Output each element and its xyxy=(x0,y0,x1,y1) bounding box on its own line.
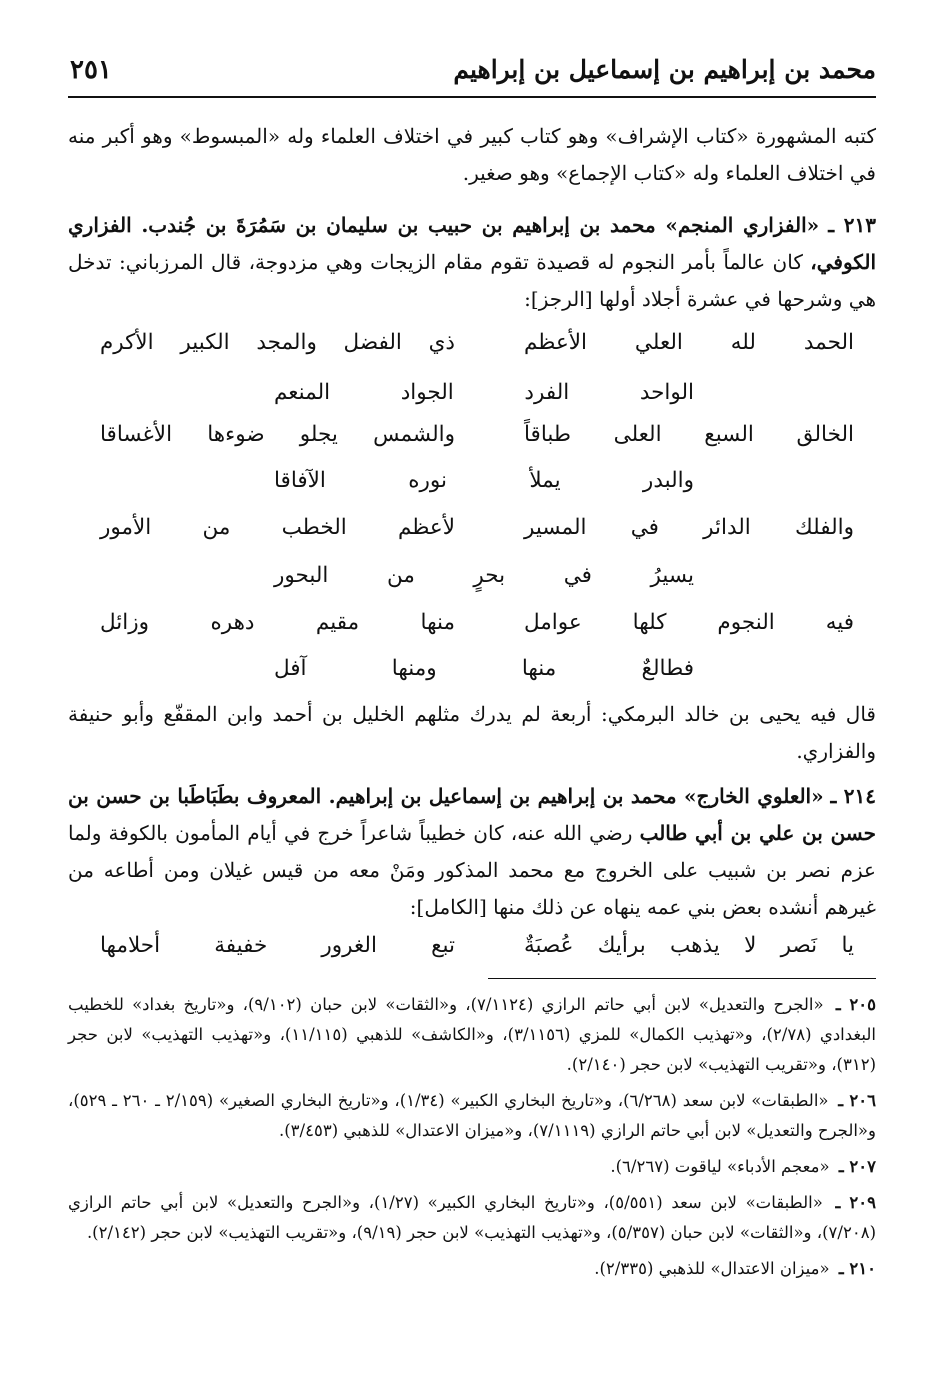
poem-line-1-first-hemistich: الحمد لله العلي الأعظم xyxy=(524,330,854,355)
entry-213-text: كان عالماً بأمر النجوم له قصيدة تقوم مقام الزيجات وهي مزدوجة، قال المرزباني: تدخل هي وشرحها في عشرة أجلاد أولها [الرجز]: xyxy=(68,250,876,311)
footnote-text: «الجرح والتعديل» لابن أبي حاتم الرازي (٧/١١٢٤)، و«الثقات» لابن حبان (٩/١٠٢)، و«تاريخ بغداد» للخطيب البغدادي (٢/٧٨)، و«تهذيب الكمال» للمزي (٣/١١٥٦)، و«الكاشف» للذهبي (١١/١١٥)، و«تهذيب التهذيب» لابن حجر (٣١٢)، و«تقريب التهذيب» لابن حجر (٢/١٤٠). xyxy=(68,995,876,1074)
after-poem-paragraph xyxy=(68,696,876,770)
footnote xyxy=(68,990,876,1080)
poem-214-first-hemistich: يا نَصر لا يذهب برأيك عُصبَةٌ xyxy=(524,933,854,958)
poem-line-7-second-hemistich: منها مقيم دهره وزائل xyxy=(100,610,455,635)
header-divider xyxy=(68,96,876,98)
intro-text: كتبه المشهورة «كتاب الإشراف» وهو كتاب كبير في اختلاف العلماء وله «المبسوط» وهو أكبر منه في اختلاف العلماء وله «كتاب الإجماع» وهو صغير. xyxy=(68,124,876,185)
footnote xyxy=(68,1152,876,1182)
entry-214-number: ٢١٤ ـ xyxy=(830,784,877,808)
poem-line-5 xyxy=(100,507,854,557)
poem-214-line xyxy=(100,925,854,975)
footnote-number: ٢٠٦ ـ xyxy=(838,1091,876,1110)
footnote xyxy=(68,1188,876,1248)
poem-line-7-first-hemistich: فيه النجوم كلها عوامل xyxy=(524,610,854,635)
entry-213-number: ٢١٣ ـ xyxy=(828,213,877,237)
poem-line-3-second-hemistich: والشمس يجلو ضوءها الأغساقا xyxy=(100,422,455,447)
poem-line-6 xyxy=(100,555,854,605)
poem-line-4 xyxy=(100,460,854,510)
footnote xyxy=(68,1254,876,1284)
footnote-text: «الطبقات» لابن سعد (٦/٢٦٨)، و«تاريخ البخاري الكبير» (١/٣٤)، و«تاريخ البخاري الصغير» (٢/١٥٩ ـ ٢٦٠ ـ ٥٢٩)، و«الجرح والتعديل» لابن أبي حاتم الرازي (٧/١١١٩)، و«ميزان الاعتدال» للذهبي (٣/٤٥٣). xyxy=(68,1091,876,1140)
after-poem-text: قال فيه يحيى بن خالد البرمكي: أربعة لم يدرك مثلهم الخليل بن أحمد وابن المقفّع وأبو حنيفة والفزاري. xyxy=(68,702,876,763)
footnotes xyxy=(68,990,876,1290)
running-title: محمد بن إبراهيم بن إسماعيل بن إبراهيم xyxy=(453,55,876,84)
poem-line-7 xyxy=(100,602,854,652)
footnote-number: ٢٠٩ ـ xyxy=(835,1193,877,1212)
entry-214-heading: «العلوي الخارج» محمد بن إبراهيم بن إسماعيل بن إبراهيم. المعروف بطَبَاطَبا بن حسن بن حسن بن علي بن أبي طالب xyxy=(68,784,877,845)
intro-paragraph xyxy=(68,118,876,192)
footnote-number: ٢١٠ ـ xyxy=(838,1259,876,1278)
poem-line-6-text: يسيرُ في بحرٍ من البحور xyxy=(274,563,694,588)
page-header xyxy=(68,45,876,89)
poem-line-1-second-hemistich: ذي الفضل والمجد الكبير الأكرم xyxy=(100,330,455,355)
footnote-divider xyxy=(488,978,876,979)
poem-line-5-first-hemistich: والفلك الدائر في المسير xyxy=(524,515,854,540)
footnote-text: «ميزان الاعتدال» للذهبي (٢/٣٣٥). xyxy=(594,1259,830,1278)
poem-214-second-hemistich: تبع الغرور خفيفة أحلامها xyxy=(100,933,455,958)
footnote xyxy=(68,1086,876,1146)
poem-line-3 xyxy=(100,414,854,464)
entry-213 xyxy=(68,207,876,318)
entry-214-text: رضي الله عنه، كان خطيباً شاعراً خرج في أيام المأمون بالكوفة ولما عزم نصر بن شبيب على الخروج مع محمد المذكور ومَنْ معه من قيس غيلان ومن أطاعه من غيرهم أنشده بعض بني عمه ينهاه عن ذلك منها [الكامل]: xyxy=(68,821,876,919)
poem-line-2-text: الواحد الفرد الجواد المنعم xyxy=(274,380,694,405)
footnote-text: «معجم الأدباء» لياقوت (٦/٢٦٧). xyxy=(610,1157,830,1176)
footnote-number: ٢٠٥ ـ xyxy=(835,995,876,1014)
poem-line-5-second-hemistich: لأعظم الخطب من الأمور xyxy=(100,515,455,540)
entry-213-heading: «الفزاري المنجم» محمد بن إبراهيم بن حبيب بن سليمان بن سَمُرَةَ بن جُندب. الفزاري الكوفي، xyxy=(68,213,876,274)
poem-line-8-text: فطالعٌ منها ومنها آفل xyxy=(274,656,694,681)
footnote-text: «الطبقات» لابن سعد (٥/٥٥١)، و«تاريخ البخاري الكبير» (١/٢٧)، و«الجرح والتعديل» لابن أبي حاتم الرازي (٧/٢٠٨)، و«الثقات» لابن حبان (٥/٣٥٧)، و«تهذيب التهذيب» لابن حجر (٩/١٩)، و«تقريب التهذيب» لابن حجر (٢/١٤٢). xyxy=(68,1193,876,1242)
poem-line-4-text: والبدر يملأ نوره الآفاقا xyxy=(274,468,694,493)
poem-line-8 xyxy=(100,648,854,698)
entry-214 xyxy=(68,778,876,926)
footnote-number: ٢٠٧ ـ xyxy=(838,1157,876,1176)
page-number: ٢٥١ xyxy=(70,55,112,85)
poem-line-1 xyxy=(100,322,854,372)
poem-line-3-first-hemistich: الخالق السبع العلى طباقاً xyxy=(524,422,854,447)
